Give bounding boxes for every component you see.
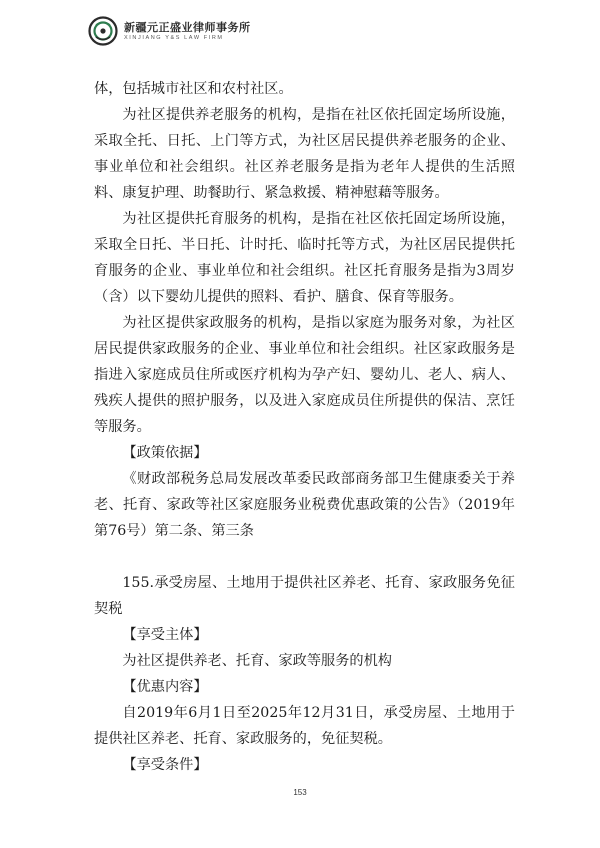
paragraph: 体，包括城市社区和农村社区。: [94, 81, 293, 97]
paragraph: 【享受条件】: [122, 757, 208, 773]
paragraph: 自2019年6月1日至2025年12月31日，承受房屋、土地用于提供社区养老、托育、家政服务的，免征契税。: [94, 705, 515, 747]
paragraph: 为社区提供养老、托育、家政等服务的机构: [122, 653, 392, 669]
letterhead: [88, 14, 251, 48]
paragraph: 【政策依据】: [122, 445, 208, 461]
paragraph: 155.承受房屋、土地用于提供社区养老、托育、家政服务免征契税: [94, 575, 515, 617]
paragraph: 为社区提供托育服务的机构，是指在社区依托固定场所设施，采取全日托、半日托、计时托、临时托等方式，为社区居民提供托育服务的企业、事业单位和社会组织。社区托育服务是指为3周岁（含）以下婴幼儿提供的照料、看护、膳食、保育等服务。: [94, 211, 515, 305]
firm-logo-icon: [88, 16, 118, 46]
paragraph: 为社区提供养老服务的机构，是指在社区依托固定场所设施，采取全托、日托、上门等方式，为社区居民提供养老服务的企业、事业单位和社会组织。社区养老服务是指为老年人提供的生活照料、康复护理、助餐助行、紧急救援、精神慰藉等服务。: [94, 107, 515, 201]
document-body: [94, 76, 515, 778]
paragraph: 《财政部税务总局发展改革委民政部商务部卫生健康委关于养老、托育、家政等社区家庭服务业税费优惠政策的公告》（2019年第76号）第二条、第三条: [94, 471, 515, 539]
paragraph-gap: [94, 544, 515, 570]
page-number: 153: [293, 788, 307, 797]
firm-name-cn: 新疆元正盛业律师事务所: [124, 20, 251, 34]
paragraph: 为社区提供家政服务的机构，是指以家庭为服务对象，为社区居民提供家政服务的企业、事业单位和社会组织。社区家政服务是指进入家庭成员住所或医疗机构为孕产妇、婴幼儿、老人、病人、残疾人提供的照护服务，以及进入家庭成员住所提供的保洁、烹饪等服务。: [94, 315, 515, 435]
firm-name-block: [124, 21, 251, 42]
firm-name-en: XINJIANG Y&S LAW FIRM: [124, 34, 224, 41]
paragraph: 【优惠内容】: [122, 679, 208, 695]
paragraph: 【享受主体】: [122, 627, 208, 643]
